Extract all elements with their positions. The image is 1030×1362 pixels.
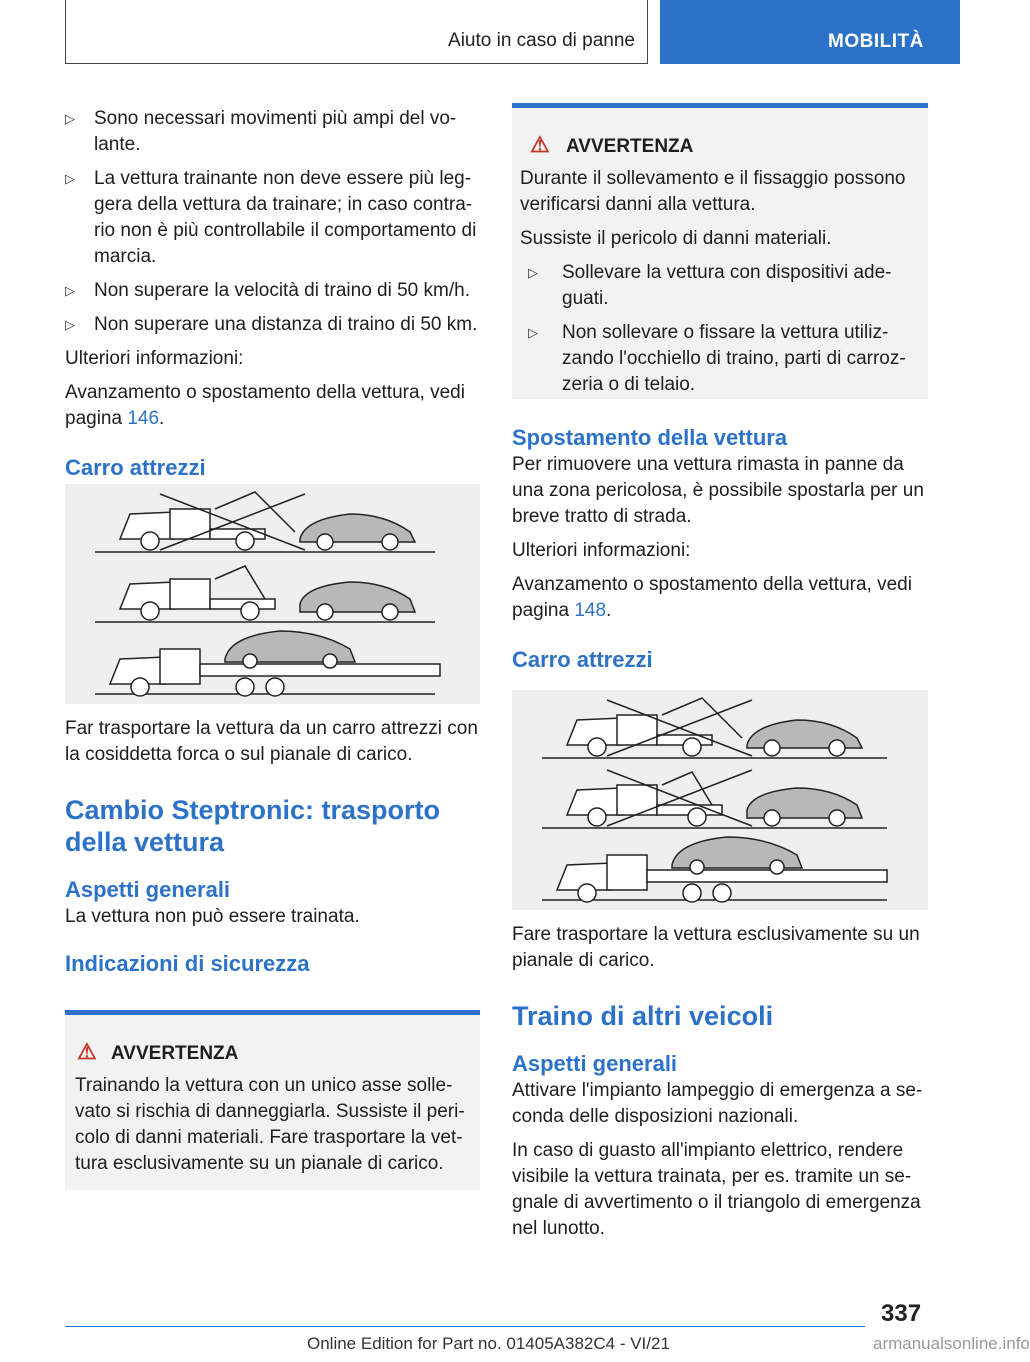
triangle-bullet-icon: ▷: [528, 265, 538, 280]
list-item-text: Sollevare la vettura con dispositivi ade-guati.: [562, 262, 892, 309]
page-reference-text: Avanzamento o spostamento della vettura, vedi pagina: [512, 574, 912, 621]
tow-heading: Carro attrezzi: [65, 455, 206, 480]
chapter-title: Aiuto in caso di panne: [448, 30, 635, 51]
general-heading: Aspetti generali: [65, 877, 231, 902]
list-item: [65, 278, 485, 304]
left-column-lower: [65, 716, 485, 978]
warning-text: Durante il sollevamento e il fissaggio possono verificarsi danni alla vettura.: [520, 168, 906, 215]
warning-triangle-icon: ⚠: [530, 132, 550, 157]
page-reference-text: Avanzamento o spostamento della vettura, vedi pagina: [65, 382, 465, 429]
page-number: 337: [881, 1300, 922, 1327]
move-text: Per rimuovere una vettura rimasta in panne da una zona pericolosa, è possibile spostarla per un breve tratto di strada.: [512, 454, 924, 527]
move-heading: Spostamento della vettura: [512, 425, 788, 450]
watermark: armanualsonline.info: [873, 1334, 1030, 1353]
tow-truck-illustration: [512, 690, 928, 910]
triangle-bullet-icon: ▷: [528, 325, 538, 340]
header-title-box: [65, 0, 648, 64]
triangle-bullet-icon: ▷: [65, 111, 75, 126]
warning-title: AVVERTENZA: [111, 1043, 239, 1064]
triangle-bullet-icon: ▷: [65, 317, 75, 332]
section-tab-label: MOBILITÀ: [828, 31, 924, 52]
list-item-text: La vettura trainante non deve essere più leg-gera della vettura da trainare; in caso contra-rio non è più controllabile il comportamento di marcia.: [94, 168, 477, 267]
triangle-bullet-icon: ▷: [65, 283, 75, 298]
list-item: [65, 106, 485, 158]
tow-truck-drawing: [512, 690, 928, 910]
section-title: Traino di altri veicoli: [512, 1001, 774, 1031]
page-reference: Avanzamento o spostamento della vettura, vedi pagina 148.: [512, 574, 912, 621]
general-text: Attivare l'impianto lampeggio di emergenza a se-conda delle disposizioni nazionali.: [512, 1080, 923, 1127]
list-item: [528, 260, 918, 312]
warning-header: [520, 134, 918, 160]
section-title: Cambio Steptronic: trasporto della vettura: [65, 795, 441, 857]
list-item-text: Non superare una distanza di traino di 50 km.: [94, 314, 478, 335]
warning-box: [65, 1010, 480, 1190]
left-column: [65, 106, 485, 482]
safety-heading: Indicazioni di sicurezza: [65, 951, 310, 976]
tow-heading: Carro attrezzi: [512, 647, 653, 672]
footer-divider: [65, 1326, 865, 1327]
right-column: [512, 424, 928, 674]
list-item: [528, 320, 918, 398]
list-item-text: Sono necessari movimenti più ampi del vo-lante.: [94, 108, 457, 155]
list-item: [65, 166, 485, 270]
list-item: [65, 312, 485, 338]
warning-text: Sussiste il pericolo di danni materiali.: [520, 228, 832, 249]
page-link[interactable]: 146: [127, 408, 160, 429]
general-heading: Aspetti generali: [512, 1051, 678, 1076]
further-info-label: Ulteriori informazioni:: [65, 348, 244, 369]
list-item-text: Non superare la velocità di traino di 50 km/h.: [94, 280, 470, 301]
tow-caption: Far trasportare la vettura da un carro attrezzi con la cosiddetta forca o sul pianale di carico.: [65, 718, 478, 765]
tow-truck-drawing: [65, 484, 480, 704]
section-tab[interactable]: [660, 0, 960, 64]
tow-caption: Fare trasportare la vettura esclusivamente su un pianale di carico.: [512, 924, 920, 971]
page-reference: Avanzamento o spostamento della vettura, vedi pagina 146.: [65, 382, 465, 429]
warning-header: [75, 1041, 470, 1067]
warning-box-right: [512, 103, 928, 399]
tow-truck-illustration: [65, 484, 480, 704]
warning-triangle-icon: ⚠: [77, 1039, 97, 1064]
edition-text: Online Edition for Part no. 01405A382C4 - VI/21: [307, 1334, 670, 1353]
general-text: La vettura non può essere trainata.: [65, 906, 360, 927]
page-link[interactable]: 148: [574, 600, 607, 621]
general-text: In caso di guasto all'impianto elettrico, rendere visibile la vettura trainata, per es. tramite un se-gnale di avvertimento o il triangolo di emergenza nel lunotto.: [512, 1140, 921, 1239]
warning-title: AVVERTENZA: [566, 136, 694, 157]
right-column-lower: [512, 922, 928, 1242]
further-info-label: Ulteriori informazioni:: [512, 540, 691, 561]
warning-text: Trainando la vettura con un unico asse solle-vato si rischia di danneggiarla. Sussiste il peri-colo di danni materiali. Fare trasportare la vet-tura esclusivamente su un pianale di carico.: [75, 1075, 465, 1174]
list-item-text: Non sollevare o fissare la vettura utiliz-zando l'occhiello di traino, parti di carroz-zeria o di telaio.: [562, 322, 906, 395]
triangle-bullet-icon: ▷: [65, 171, 75, 186]
